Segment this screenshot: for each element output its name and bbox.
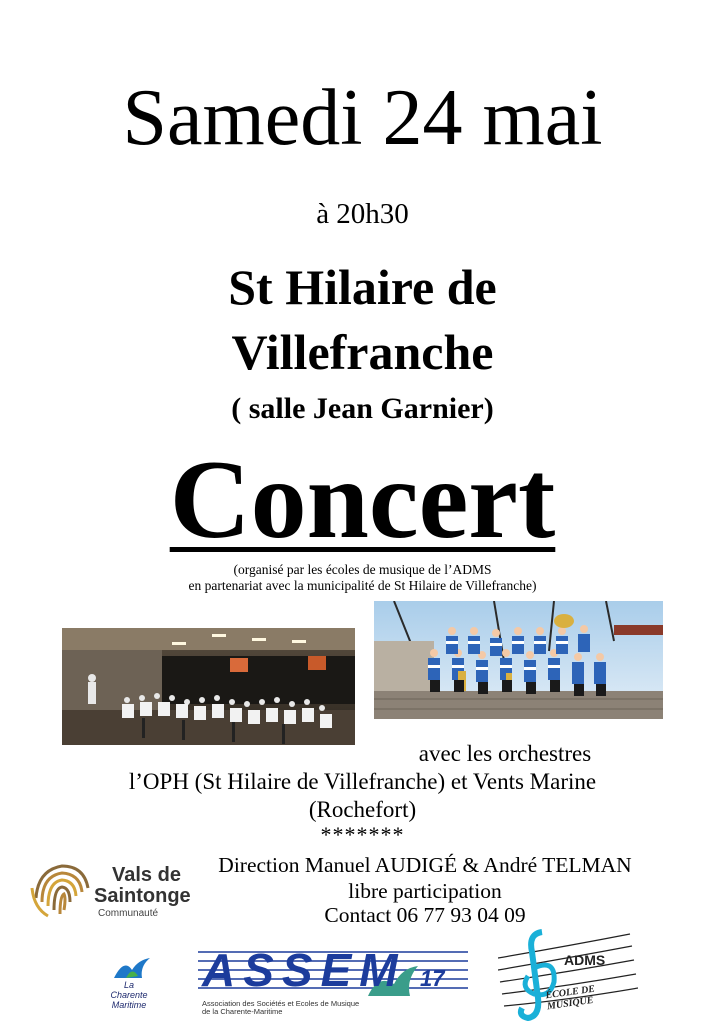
organiser-note <box>0 562 725 594</box>
organiser-line-1: (organisé par les écoles de musique de l’ADMS <box>233 562 492 577</box>
charente-maritime-logo <box>100 950 158 1010</box>
orchestras-city: (Rochefort) <box>308 797 417 822</box>
adms-subtitle: ÉCOLE DE MUSIQUE <box>544 983 596 1013</box>
assem-number: 17 <box>420 966 445 991</box>
bird-wave-icon <box>112 956 152 982</box>
orchestras-names: l’OPH (St Hilaire de Villefranche) et Vents Marine <box>128 769 597 794</box>
adms-name: ADMS <box>564 952 606 968</box>
event-date: Samedi 24 mai <box>122 74 603 162</box>
photo-outdoor-band-image <box>374 601 663 719</box>
vals-name-line1: Vals de <box>112 864 181 886</box>
organiser-line-2: en partenariat avec la municipalité de St Hilaire de Villefranche) <box>188 578 537 593</box>
poster-title <box>0 438 725 562</box>
separator-stars: ******* <box>320 822 405 847</box>
photo-indoor-orchestra-image <box>62 628 355 745</box>
assem-17-logo <box>198 944 468 1018</box>
participation-line: libre participation <box>348 879 502 903</box>
orchestras-intro: avec les orchestres <box>418 741 592 766</box>
photo-outdoor-band <box>374 601 663 719</box>
vals-name-line2: Saintonge <box>94 885 191 907</box>
assem-name: ASSEM <box>202 944 406 996</box>
cm-line-2: Charente <box>110 990 148 1000</box>
cm-line-1: La <box>123 980 134 990</box>
vals-name-line3: Communauté <box>98 908 159 919</box>
fingerprint-icon <box>28 858 94 922</box>
venue-town-line1: St Hilaire de <box>228 259 497 315</box>
venue-room: ( salle Jean Garnier) <box>231 392 494 425</box>
contact-line: Contact 06 77 93 04 09 <box>324 903 526 927</box>
vals-de-saintonge-logo <box>28 858 198 922</box>
adms-logo <box>498 928 638 1022</box>
poster-title-text: Concert <box>169 438 556 562</box>
assem-subtitle-2: de la Charente-Maritime <box>202 1007 283 1016</box>
venue-town-line2: Villefranche <box>231 324 494 380</box>
event-time: à 20h30 <box>316 198 409 230</box>
direction-line: Direction Manuel AUDIGÉ & André TELMAN <box>218 853 632 877</box>
cm-line-3: Maritime <box>111 1000 147 1010</box>
assem-subtitle-1: Association des Sociétés et Ecoles de Musique <box>202 999 360 1008</box>
photo-indoor-orchestra <box>62 628 355 745</box>
